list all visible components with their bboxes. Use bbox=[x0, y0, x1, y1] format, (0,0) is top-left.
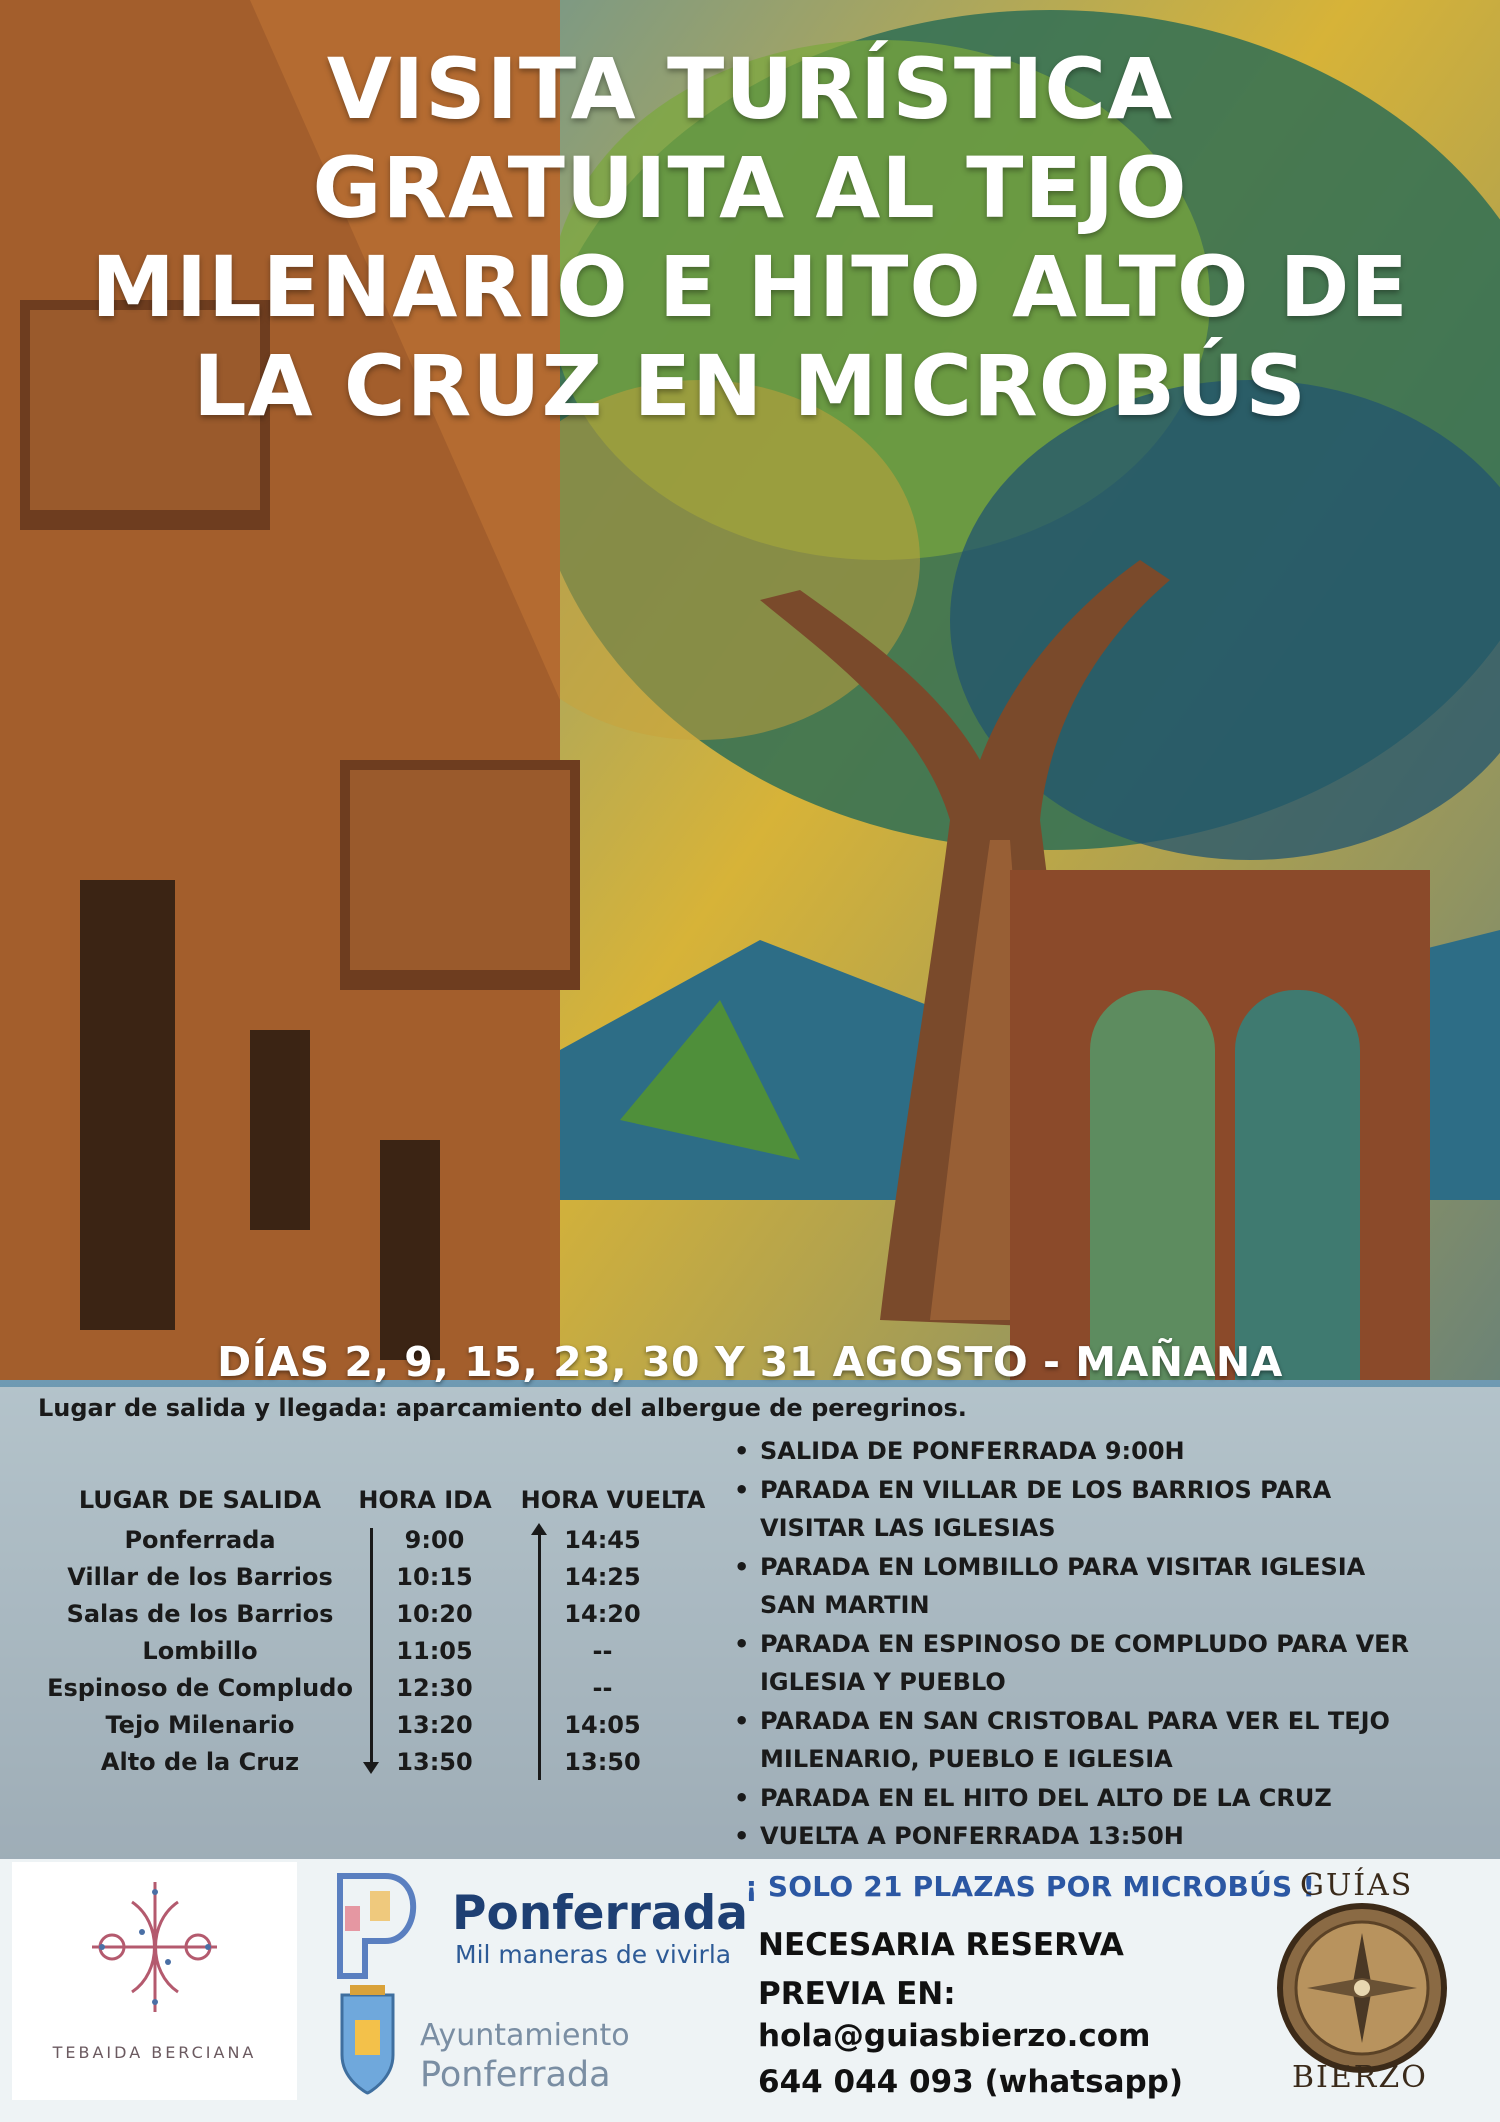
schedule-place: Tejo Milenario bbox=[105, 1711, 295, 1739]
schedule-vuelta-time: -- bbox=[592, 1637, 613, 1665]
vuelta-arrow-up-icon bbox=[531, 1523, 547, 1535]
schedule-place: Lombillo bbox=[142, 1637, 258, 1665]
schedule-ida-time: 13:50 bbox=[396, 1748, 473, 1776]
schedule-row bbox=[0, 1674, 700, 1711]
reserve-line-1: NECESARIA RESERVA bbox=[758, 1927, 1124, 1963]
contact-email[interactable]: hola@guiasbierzo.com bbox=[758, 2018, 1151, 2054]
reserve-line-2: PREVIA EN: bbox=[758, 1976, 956, 2012]
seats-notice: ¡ SOLO 21 PLAZAS POR MICROBÚS ! bbox=[745, 1870, 1316, 1903]
schedule-place: Alto de la Cruz bbox=[100, 1748, 300, 1776]
tebaida-cross-icon bbox=[12, 1862, 297, 2042]
contact-phone[interactable]: 644 044 093 (whatsapp) bbox=[758, 2064, 1184, 2100]
itinerary-item: • PARADA EN EL HITO DEL ALTO DE LA CRUZ bbox=[730, 1779, 1500, 1818]
itinerary-item: • PARADA EN ESPINOSO DE COMPLUDO PARA VER bbox=[730, 1625, 1500, 1664]
title-line-4: LA CRUZ EN MICROBÚS bbox=[193, 337, 1307, 435]
title-line-2: GRATUITA AL TEJO bbox=[312, 139, 1188, 237]
guias-bierzo-logo bbox=[1262, 1868, 1462, 2098]
tebaida-label: TEBAIDA BERCIANA bbox=[52, 2043, 257, 2062]
schedule-row bbox=[0, 1748, 700, 1785]
ayuntamiento-line-2: Ponferrada bbox=[420, 2055, 611, 2095]
tebaida-logo bbox=[12, 1862, 297, 2100]
schedule-vuelta-time: 14:45 bbox=[564, 1526, 641, 1554]
schedule-ida-time: 9:00 bbox=[404, 1526, 465, 1554]
schedule-row bbox=[0, 1637, 700, 1674]
ponferrada-name: Ponferrada bbox=[452, 1886, 748, 1941]
itinerary-item: • PARADA EN VILLAR DE LOS BARRIOS PARA bbox=[730, 1471, 1500, 1510]
schedule-place: Ponferrada bbox=[124, 1526, 276, 1554]
schedule-ida-time: 11:05 bbox=[396, 1637, 473, 1665]
compass-icon bbox=[1262, 1888, 1462, 2088]
guias-bottom-label: BIERZO bbox=[1292, 2060, 1428, 2095]
header-place: LUGAR DE SALIDA bbox=[78, 1486, 322, 1514]
event-dates: DÍAS 2, 9, 15, 23, 30 Y 31 AGOSTO - MAÑANA bbox=[217, 1338, 1283, 1386]
vuelta-arrow-line bbox=[538, 1535, 541, 1780]
guias-top-label: GUÍAS bbox=[1300, 1868, 1414, 1903]
header-ida: HORA IDA bbox=[358, 1486, 492, 1514]
itinerary-item: • PARADA EN LOMBILLO PARA VISITAR IGLESIA bbox=[730, 1548, 1500, 1587]
schedule-place: Salas de los Barrios bbox=[66, 1600, 334, 1628]
schedule-header bbox=[0, 1486, 720, 1516]
poster-title bbox=[0, 40, 1500, 436]
schedule-vuelta-time: 13:50 bbox=[564, 1748, 641, 1776]
meeting-point: Lugar de salida y llegada: aparcamiento del albergue de peregrinos. bbox=[38, 1394, 967, 1422]
schedule-vuelta-time: 14:25 bbox=[564, 1563, 641, 1591]
itinerary-item: • SALIDA DE PONFERRADA 9:00H bbox=[730, 1432, 1500, 1471]
itinerary-item: • VUELTA A PONFERRADA 13:50H bbox=[730, 1817, 1500, 1856]
schedule-row bbox=[0, 1526, 700, 1563]
ida-arrow-line bbox=[370, 1528, 373, 1768]
ayuntamiento-crest-icon bbox=[330, 1985, 405, 2100]
itinerary-item: • PARADA EN SAN CRISTOBAL PARA VER EL TEJO bbox=[730, 1702, 1500, 1741]
schedule-ida-time: 10:15 bbox=[396, 1563, 473, 1591]
schedule-vuelta-time: 14:05 bbox=[564, 1711, 641, 1739]
itinerary-item-continuation: SAN MARTIN bbox=[760, 1591, 930, 1619]
schedule-ida-time: 10:20 bbox=[396, 1600, 473, 1628]
itinerary-list bbox=[730, 1432, 1500, 1856]
schedule-ida-time: 12:30 bbox=[396, 1674, 473, 1702]
title-line-3: MILENARIO E HITO ALTO DE bbox=[91, 238, 1409, 336]
ponferrada-p-logo-icon bbox=[330, 1866, 430, 1986]
schedule-ida-time: 13:20 bbox=[396, 1711, 473, 1739]
ponferrada-slogan: Mil maneras de vivirla bbox=[455, 1940, 732, 1969]
title-line-1: VISITA TURÍSTICA bbox=[326, 40, 1174, 138]
schedule-row bbox=[0, 1711, 700, 1748]
schedule-place: Espinoso de Compludo bbox=[47, 1674, 353, 1702]
schedule-vuelta-time: -- bbox=[592, 1674, 613, 1702]
ayuntamiento-line-1: Ayuntamiento bbox=[420, 2018, 630, 2053]
itinerary-item-continuation: MILENARIO, PUEBLO E IGLESIA bbox=[760, 1745, 1173, 1773]
ida-arrow-down-icon bbox=[363, 1762, 379, 1774]
schedule-place: Villar de los Barrios bbox=[67, 1563, 333, 1591]
schedule-vuelta-time: 14:20 bbox=[564, 1600, 641, 1628]
schedule-row bbox=[0, 1563, 700, 1600]
itinerary-item-continuation: IGLESIA Y PUEBLO bbox=[760, 1668, 1006, 1696]
schedule-row bbox=[0, 1600, 700, 1637]
itinerary-item-continuation: VISITAR LAS IGLESIAS bbox=[760, 1514, 1056, 1542]
header-vuelta: HORA VUELTA bbox=[520, 1486, 706, 1514]
